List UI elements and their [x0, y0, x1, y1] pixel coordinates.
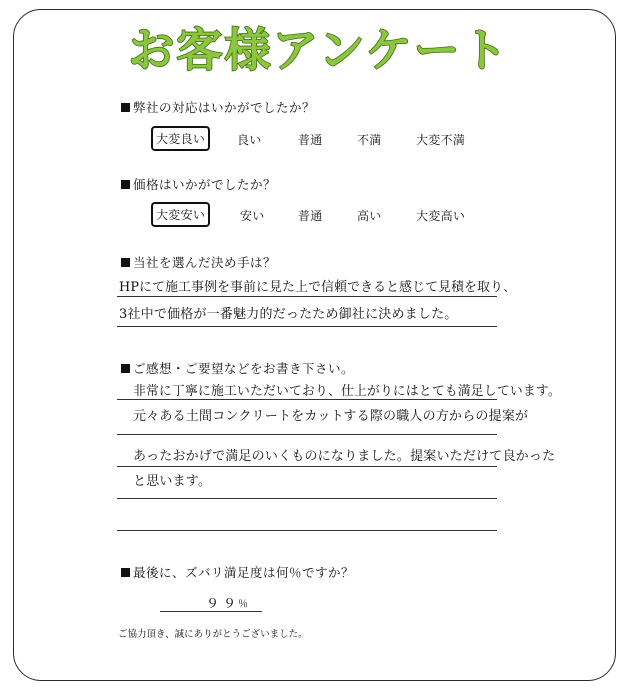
- reason-line-2: 3社中で価格が一番魅力的だったため御社に決めました。: [119, 307, 458, 322]
- survey-title-text: お客様アンケート: [128, 23, 510, 74]
- comment-line-3: あったおかげで満足のいくものになりました。提案いただけて良かった: [133, 449, 556, 464]
- question-price-text: 価格はいかがでしたか？: [133, 177, 277, 192]
- comment-line-1: 非常に丁寧に施工いただいており、仕上がりにはとても満足しています。: [133, 384, 561, 399]
- answer-rule: [117, 530, 497, 531]
- satisfaction-value: ９９: [206, 597, 241, 612]
- q1-option-5[interactable]: 大変不満: [416, 133, 466, 147]
- bullet-square-icon: [121, 103, 130, 112]
- question-reason: [121, 253, 276, 271]
- answer-rule: [117, 466, 497, 467]
- q2-option-2[interactable]: 安い: [240, 209, 265, 223]
- q2-option-1[interactable]: 大変安い: [151, 202, 210, 227]
- bullet-square-icon: [121, 258, 130, 267]
- answer-rule: [117, 399, 497, 400]
- question-reason-text: 当社を選んだ決め手は？: [133, 255, 277, 270]
- q1-option-1[interactable]: 大変良い: [151, 126, 210, 151]
- question-comments-text: ご感想・ご要望などをお書き下さい。: [133, 361, 355, 376]
- question-satisfaction: [121, 563, 354, 581]
- q2-option-4[interactable]: 高い: [357, 209, 382, 223]
- question-satisfaction-text: 最後に、ズバリ満足度は何％ですか？: [133, 565, 355, 580]
- question-comments: [121, 359, 354, 377]
- answer-rule: [117, 434, 497, 435]
- question-service: [121, 98, 315, 116]
- answer-rule: [117, 498, 497, 499]
- comment-line-2: 元々ある土間コンクリートをカットする際の職人の方からの提案が: [133, 409, 529, 424]
- bullet-square-icon: [121, 568, 130, 577]
- reason-line-1: HPにて施工事例を事前に見た上で信頼できると感じて見積を取り、: [119, 280, 517, 295]
- q1-option-2[interactable]: 良い: [237, 133, 262, 147]
- comment-line-4: と思います。: [133, 474, 212, 489]
- question-price: [121, 175, 276, 193]
- bullet-square-icon: [121, 364, 130, 373]
- bullet-square-icon: [121, 180, 130, 189]
- q2-option-5[interactable]: 大変高い: [416, 209, 466, 223]
- satisfaction-field[interactable]: [160, 595, 262, 612]
- q1-option-4[interactable]: 不満: [357, 133, 382, 147]
- q1-option-3[interactable]: 普通: [298, 133, 323, 147]
- answer-rule: [117, 326, 497, 327]
- q2-option-3[interactable]: 普通: [298, 209, 323, 223]
- question-service-text: 弊社の対応はいかがでしたか？: [133, 100, 316, 115]
- closing-message: ご協力頂き、誠にありがとうございました。: [118, 629, 308, 640]
- survey-title: [104, 22, 534, 74]
- answer-rule: [117, 296, 497, 297]
- satisfaction-unit: ％: [238, 599, 248, 610]
